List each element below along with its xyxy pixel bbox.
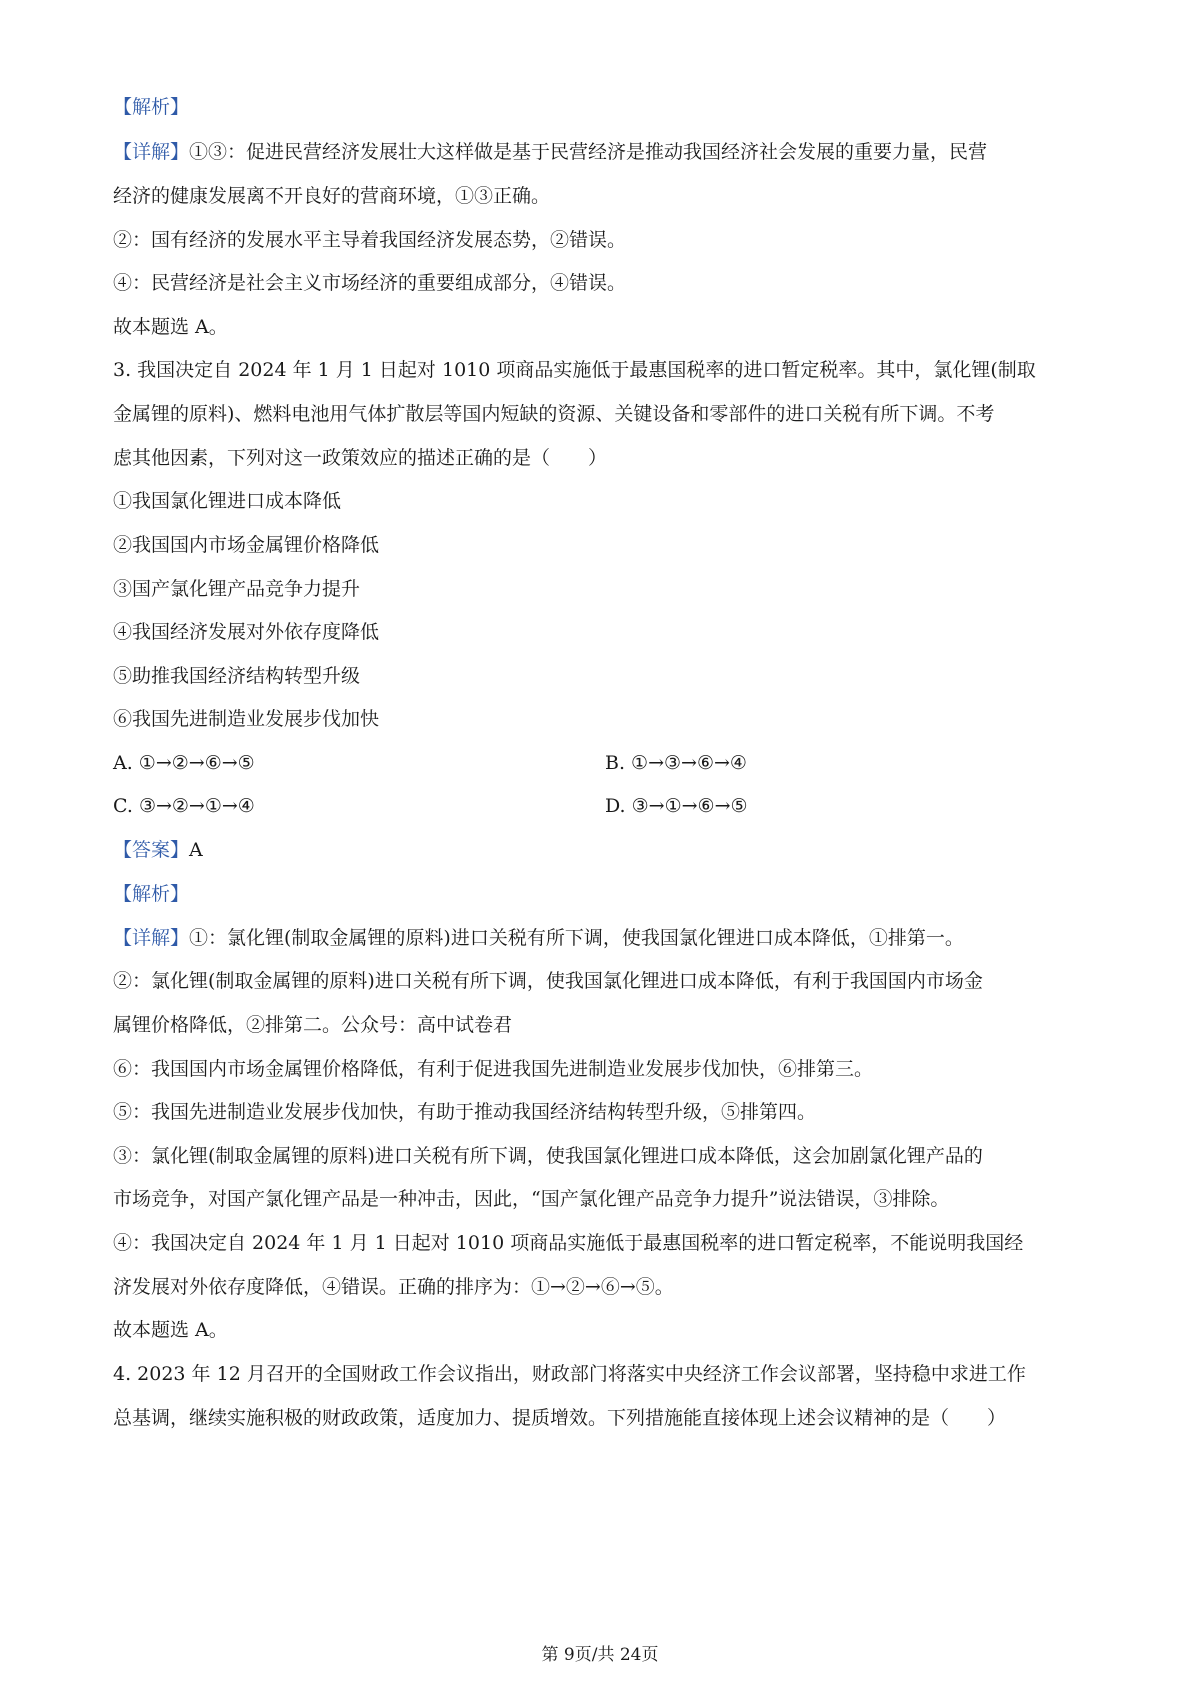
statement-item: ④我国经济发展对外依存度降低 [113,621,380,643]
question-3-stem: 3. 我国决定自 2024 年 1 月 1 日起对 1010 项商品实施低于最惠国税率的进口暂定税率。其中，氯化锂(制取 [113,359,1036,381]
detail-paragraph-line: 经济的健康发展离不开良好的营商环境，①③正确。 [113,185,551,207]
question-4-stem: 总基调，继续实施积极的财政政策，适度加力、提质增效。下列措施能直接体现上述会议精神的是（ ） [113,1407,1007,1429]
detail-paragraph-line: ②：国有经济的发展水平主导着我国经济发展态势，②错误。 [113,229,627,251]
statement-item: ①我国氯化锂进口成本降低 [113,490,342,512]
answer-line [113,838,1103,862]
option-c: C. ③→②→①→④ [113,795,255,817]
analysis-heading: 【解析】 [113,883,190,905]
detail-paragraph-line: 市场竞争，对国产氯化锂产品是一种冲击，因此，“国产氯化锂产品竞争力提升”说法错误，③排除。 [113,1188,950,1210]
answer-value: A [189,839,203,861]
option-b: B. ①→③→⑥→④ [605,752,747,774]
detail-paragraph-line: ③：氯化锂(制取金属锂的原料)进口关税有所下调，使我国氯化锂进口成本降低，这会加剧氯化锂产品的 [113,1145,983,1167]
analysis-heading: 【解析】 [113,96,190,118]
detail-paragraph-line: ④：我国决定自 2024 年 1 月 1 日起对 1010 项商品实施低于最惠国税率的进口暂定税率，不能说明我国经 [113,1232,1024,1254]
question-3-stem: 虑其他因素，下列对这一政策效应的描述正确的是（ ） [113,447,608,469]
question-4-stem: 4. 2023 年 12 月召开的全国财政工作会议指出，财政部门将落实中央经济工作会议部署，坚持稳中求进工作 [113,1363,1026,1385]
answer-heading: 【答案】 [113,839,190,861]
option-d: D. ③→①→⑥→⑤ [605,795,748,817]
detail-paragraph-line: 济发展对外依存度降低，④错误。正确的排序为：①→②→⑥→⑤。 [113,1276,674,1298]
detail-paragraph-line: 属锂价格降低，②排第二。公众号：高中试卷君 [113,1014,513,1036]
conclusion-line: 故本题选 A。 [113,316,228,338]
detail-text: ①③：促进民营经济发展壮大这样做是基于民营经济是推动我国经济社会发展的重要力量，民营 [189,141,988,163]
detail-paragraph-line: ②：氯化锂(制取金属锂的原料)进口关税有所下调，使我国氯化锂进口成本降低，有利于我国国内市场金 [113,970,983,992]
detail-paragraph-line: ⑤：我国先进制造业发展步伐加快，有助于推动我国经济结构转型升级，⑤排第四。 [113,1101,817,1123]
detail-heading: 【详解】 [113,141,190,163]
detail-paragraph-line [113,926,1103,950]
statement-item: ③国产氯化锂产品竞争力提升 [113,578,361,600]
statement-item: ②我国国内市场金属锂价格降低 [113,534,380,556]
statement-item: ⑤助推我国经济结构转型升级 [113,665,361,687]
detail-text: ①：氯化锂(制取金属锂的原料)进口关税有所下调，使我国氯化锂进口成本降低，①排第一。 [189,927,964,949]
detail-paragraph-line [113,140,1103,164]
conclusion-line: 故本题选 A。 [113,1319,228,1341]
page-number: 第 9页/共 24页 [541,1645,659,1665]
detail-paragraph-line: ⑥：我国国内市场金属锂价格降低，有利于促进我国先进制造业发展步伐加快，⑥排第三。 [113,1058,874,1080]
question-3-stem: 金属锂的原料)、燃料电池用气体扩散层等国内短缺的资源、关键设备和零部件的进口关税有所下调。不考 [113,403,995,425]
option-a: A. ①→②→⑥→⑤ [113,752,255,774]
detail-heading: 【详解】 [113,927,190,949]
detail-paragraph-line: ④：民营经济是社会主义市场经济的重要组成部分，④错误。 [113,272,627,294]
statement-item: ⑥我国先进制造业发展步伐加快 [113,708,380,730]
